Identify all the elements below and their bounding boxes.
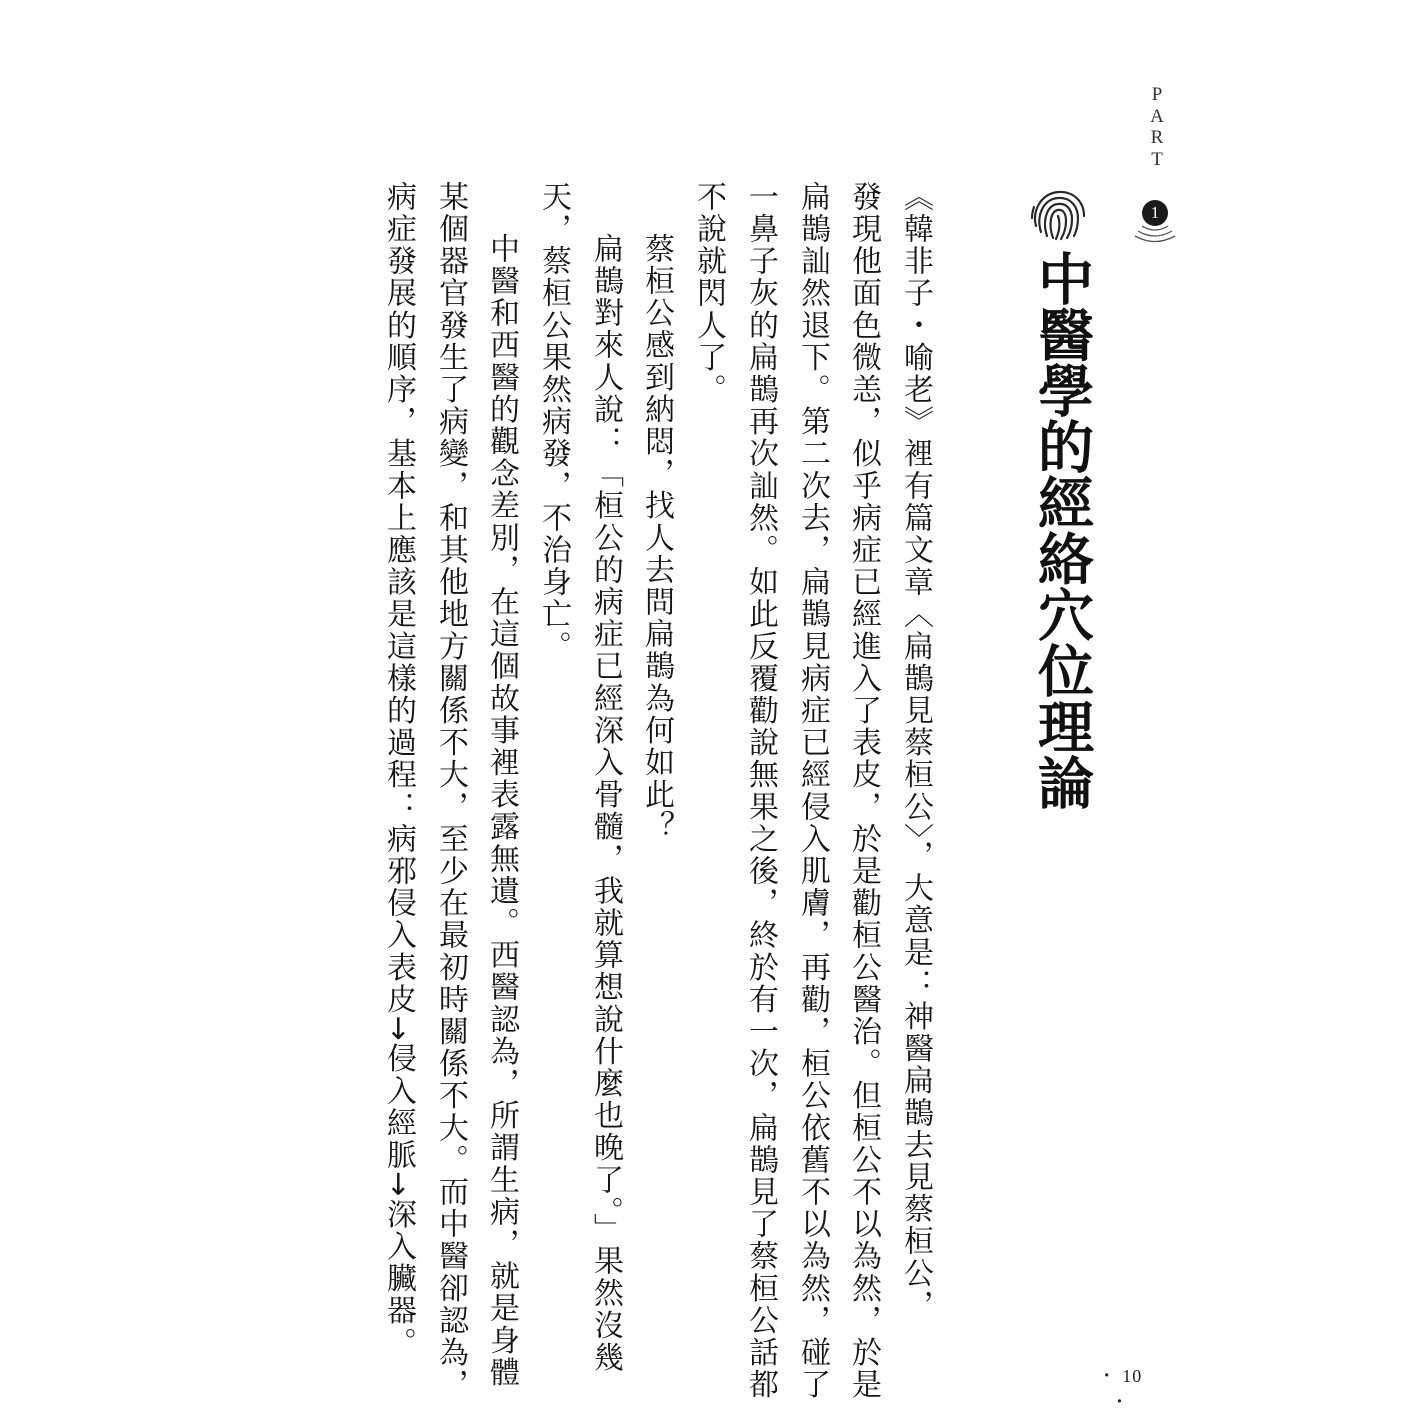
text-column: 中醫和西醫的觀念差別，在這個故事裡表露無遺。西醫認為，所謂生病，就是身體 — [484, 233, 519, 1389]
page-number: ・ 10 ・ — [1097, 1366, 1143, 1412]
part-label — [1147, 84, 1167, 170]
text-column: 不說就閃人了。 — [691, 181, 726, 406]
part-letter: P — [1151, 84, 1163, 105]
part-letter: T — [1151, 148, 1163, 170]
text-column: 扁鵲訕然退下。第二次去，扁鵲見病症已經侵入肌膚，再勸，桓公依舊不以為然，碰了 — [795, 181, 830, 1401]
part-number-badge: 1 — [1142, 200, 1168, 226]
signal-waves-icon — [1134, 222, 1176, 244]
text-column: 發現他面色微恙，似乎病症已經進入了表皮，於是勸桓公醫治。但桓公不以為然，於是 — [846, 181, 881, 1401]
text-column: 一鼻子灰的扁鵲再次訕然。如此反覆勸說無果之後，終於有一次，扁鵲見了蔡桓公話都 — [743, 181, 778, 1401]
part-letter: A — [1150, 105, 1164, 127]
text-column: 《韓非子・喻老》裡有篇文章〈扁鵲見蔡桓公〉，大意是：神醫扁鵲去見蔡桓公， — [898, 181, 933, 1322]
chapter-title: 中醫學的經絡穴位理論 — [1029, 250, 1094, 810]
text-column: 天，蔡桓公果然病發，不治身亡。 — [536, 181, 571, 663]
text-column: 某個器官發生了病變，和其他地方關係不大，至少在最初時關係不大。而中醫卻認為， — [433, 181, 468, 1401]
text-column: 扁鵲對來人說：「桓公的病症已經深入骨髓，我就算想說什麼也晚了。」果然沒幾 — [588, 233, 623, 1374]
text-column: 病症發展的順序，基本上應該是這樣的過程：病邪侵入表皮→侵入經脈→深入臟器。 — [381, 181, 416, 1359]
part-letter: R — [1150, 127, 1164, 148]
text-column: 蔡桓公感到納悶，找人去問扁鵲為何如此？ — [639, 233, 674, 843]
fingerprint-icon — [1030, 186, 1088, 242]
